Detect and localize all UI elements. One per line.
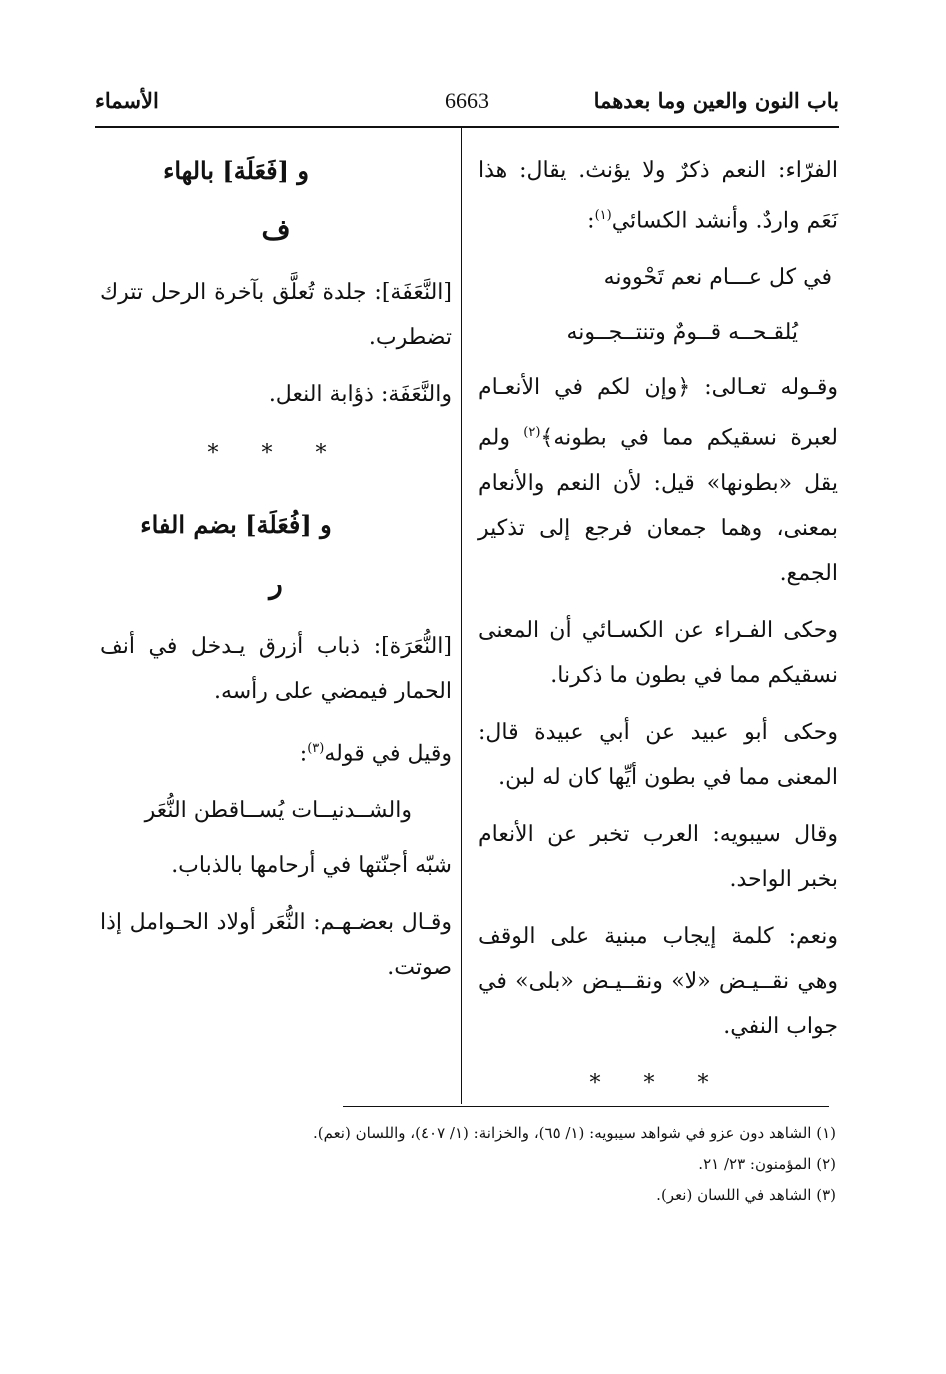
section-separator: * * * [589,1070,727,1096]
paragraph: وحكى أبو عبيد عن أبي عبيدة قال: المعنى مما في بطون أيِّها كان له لبن. [478,719,838,790]
paragraph-text: الفرّاء: النعم ذكرٌ ولا يؤنث. يقال: هذا نَعَم واردٌ. وأنشد الكسائي [478,158,838,234]
paragraph-tail: : [587,208,595,234]
paragraph-tail: ولم يقل «بطونها» قيل: لأن النعم والأنعام بمعنى، وهما جمعان فرجع إلى تذكير الجمع. [478,425,838,586]
verse-line: والشــدنيــات يُســاقطن النُّعَر [144,798,412,824]
footnote-ref: (٣) [307,741,325,756]
paragraph [478,365,838,595]
entry-heading: و [فُعَلَة] بضم الفاء [140,510,332,539]
section-title: الأسماء [95,88,159,113]
paragraph: [النَّعَفَة]: جلدة تُعلَّق بآخرة الرحل تترك تضطرب. [100,280,452,350]
page-header [95,80,839,124]
footnote: (٢) المؤمنون: ٢٣/ ٢١. [698,1155,836,1173]
header-rule [95,126,839,128]
column-divider [461,128,462,1104]
paragraph [100,726,452,776]
paragraph: والنَّعَفَة: ذؤابة النعل. [268,382,452,407]
right-column [478,148,838,1132]
letter-heading: ر [269,567,283,600]
paragraph: [النُّعَرَة]: ذباب أزرق يـدخل في أنف الحمار فيمضي على رأسه. [100,634,452,704]
section-separator: * * * [207,441,345,466]
footnote-rule [343,1106,829,1107]
page-number: 6663 [445,88,489,113]
verse-line: في كل عـــام نعم تَحْوونه [603,265,832,291]
entry-heading: و [فَعَلَة] بالهاء [163,156,309,185]
letter-heading: ف [261,213,291,246]
paragraph: ونعم: كلمة إيجاب مبنية على الوقف وهي نقــيـض «لا» ونقــيـض «بلى» في جواب النفي. [478,923,838,1039]
paragraph-tail: : [299,741,308,767]
paragraph: وحكى الفـراء عن الكسـائي أن المعنى نسقيكم مما في بطون ما ذكرنا. [478,617,838,688]
paragraph: وقال سيبويه: العرب تخبر عن الأنعام بخبر الواحد. [478,821,838,892]
left-column [100,148,452,1002]
footnote-ref: (٢) [523,425,541,441]
footnotes [116,1118,836,1211]
paragraph-text: وقـوله تعـالى: ﴿وإن لكم في الأنعـام لعبرة نسقيكم مما في بطونه﴾ [478,375,838,451]
verse-line: يُلقـحــه قــومٌ وتنتــجــونه [566,320,798,346]
footnote: (٣) الشاهد في اللسان (نعر). [656,1186,836,1204]
paragraph [478,148,838,243]
paragraph: شبّه أجنّتها في أرحامها بالذباب. [171,853,452,879]
chapter-title: باب النون والعين وما بعدهما [593,88,839,113]
paragraph-text: وقيل في قوله [324,741,452,767]
paragraph: وقـال بعضـهـم: النُّعَر أولاد الحـوامل إذا صوتت. [100,910,452,981]
footnote-ref: (١) [594,208,612,223]
footnote: (١) الشاهد دون عزو في شواهد سيبويه: (١/ ٦٥)، والخزانة: (١/ ٤٠٧)، واللسان (نعم). [312,1124,836,1142]
